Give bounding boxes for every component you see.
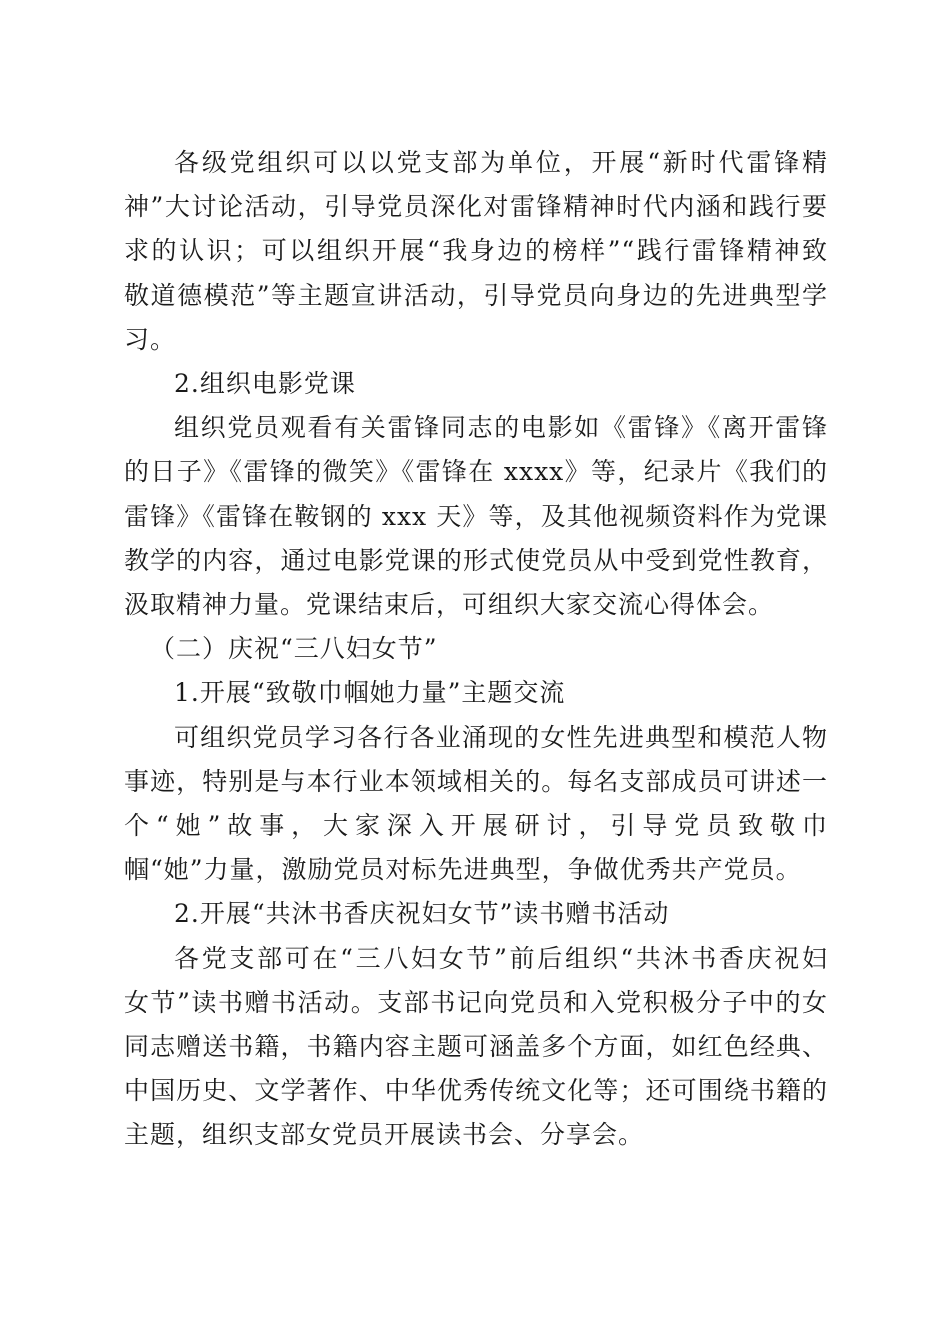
text-line: 求的认识；可以组织开展“我身边的榜样”“践行雷锋精神致 — [124, 236, 828, 266]
paragraph-tribute-exchange — [124, 716, 828, 893]
text-line: 同志赠送书籍，书籍内容主题可涵盖多个方面，如红色经典、 — [124, 1032, 828, 1062]
text-line: 的日子》《雷锋的微笑》《雷锋在 xxxx》等，纪录片《我们的 — [124, 457, 828, 487]
text-line: 各党支部可在“三八妇女节”前后组织“共沐书香庆祝妇 — [174, 943, 828, 973]
paragraph-reading-activity — [124, 937, 828, 1158]
text-line: 主题，组织支部女党员开展读书会、分享会。 — [124, 1120, 645, 1150]
text-line: 可组织党员学习各行各业涌现的女性先进典型和模范人物 — [174, 722, 828, 752]
text-line: 帼“她”力量，激励党员对标先进典型，争做优秀共产党员。 — [124, 855, 802, 885]
text-line: 敬道德模范”等主题宣讲活动，引导党员向身边的先进典型学 — [124, 280, 828, 310]
paragraph-leifeng-discussion — [124, 141, 828, 362]
text-line: 神”大讨论活动，引导党员深化对雷锋精神时代内涵和践行要 — [124, 192, 828, 222]
text-line: 各级党组织可以以党支部为单位，开展“新时代雷锋精 — [174, 148, 828, 177]
text-line: 个“她”故事，大家深入开展研讨，引导党员致敬巾 — [124, 811, 828, 841]
text-line: 中国历史、文学著作、中华优秀传统文化等；还可围绕书籍的 — [124, 1076, 828, 1106]
text-line: 雷锋》《雷锋在鞍钢的 xxx 天》等，及其他视频资料作为党课 — [124, 501, 828, 531]
section-heading-womens-day: （二）庆祝“三八妇女节” — [150, 634, 438, 664]
subheading-reading-activity: 2.开展“共沐书香庆祝妇女节”读书赠书活动 — [174, 899, 670, 929]
subheading-tribute-exchange: 1.开展“致敬巾帼她力量”主题交流 — [174, 678, 566, 708]
text-line: 事迹，特别是与本行业本领域相关的。每名支部成员可讲述一 — [124, 766, 828, 796]
text-line: 汲取精神力量。党课结束后，可组织大家交流心得体会。 — [124, 590, 775, 620]
text-line: 教学的内容，通过电影党课的形式使党员从中受到党性教育， — [124, 545, 828, 575]
text-line: 组织党员观看有关雷锋同志的电影如《雷锋》《离开雷锋 — [174, 413, 828, 443]
subheading-film-party-class: 2.组织电影党课 — [174, 369, 356, 399]
text-line: 女节”读书赠书活动。支部书记向党员和入党积极分子中的女 — [124, 987, 828, 1017]
document-body — [124, 141, 828, 1158]
text-line: 习。 — [124, 324, 177, 354]
paragraph-film-party-class — [124, 406, 828, 627]
